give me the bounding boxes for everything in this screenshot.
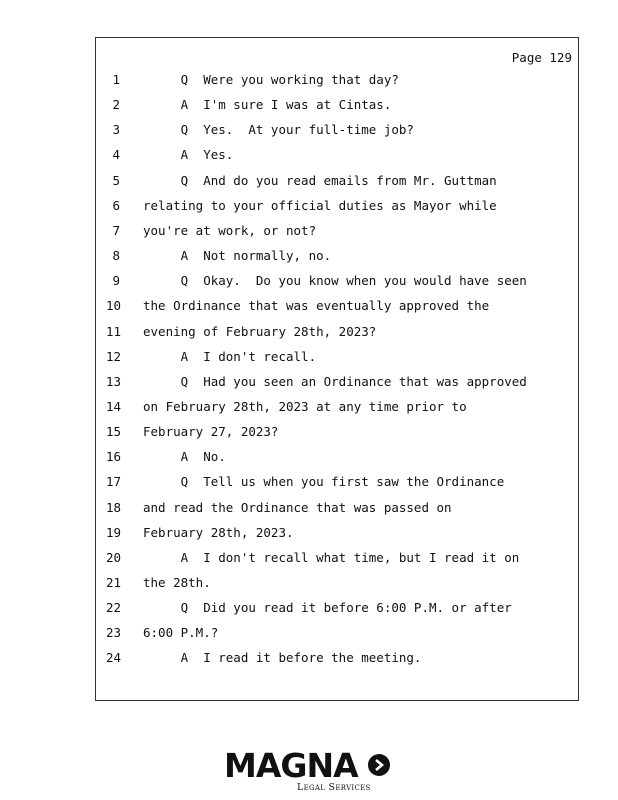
line-text: Q Yes. At your full-time job? bbox=[143, 122, 414, 138]
line-text: and read the Ordinance that was passed on bbox=[143, 499, 452, 515]
line-text: relating to your official duties as Mayor while bbox=[143, 197, 497, 213]
transcript-line bbox=[96, 424, 578, 444]
line-text: the 28th. bbox=[143, 575, 211, 590]
transcript-line bbox=[96, 600, 578, 620]
transcript-line bbox=[96, 575, 578, 595]
line-number: 9 bbox=[112, 273, 120, 289]
transcript-line bbox=[96, 72, 578, 92]
line-number: 15 bbox=[106, 424, 122, 440]
line-number: 22 bbox=[106, 600, 122, 616]
page-number: Page 129 bbox=[511, 50, 572, 65]
line-text: Q Were you working that day? bbox=[143, 72, 399, 87]
line-text: 6:00 P.M.? bbox=[143, 625, 219, 641]
line-text: February 27, 2023? bbox=[143, 424, 279, 440]
line-number: 2 bbox=[112, 97, 120, 113]
line-text: Q Had you seen an Ordinance that was approved bbox=[143, 373, 527, 389]
transcript-line bbox=[96, 198, 578, 218]
line-number: 21 bbox=[106, 575, 122, 590]
line-number: 4 bbox=[112, 147, 120, 163]
transcript-line bbox=[96, 474, 578, 494]
line-text: Q Did you read it before 6:00 P.M. or after bbox=[143, 600, 512, 616]
line-number: 17 bbox=[106, 474, 122, 490]
line-text: A No. bbox=[143, 449, 226, 465]
transcript-line bbox=[96, 122, 578, 142]
transcript-line bbox=[96, 298, 578, 318]
magna-logo bbox=[224, 748, 394, 794]
transcript-line bbox=[96, 500, 578, 520]
line-text: A I read it before the meeting. bbox=[143, 650, 422, 666]
line-text: you're at work, or not? bbox=[143, 222, 317, 238]
line-number: 7 bbox=[112, 222, 120, 238]
line-text: Q Okay. Do you know when you would have seen bbox=[143, 273, 527, 289]
transcript-line bbox=[96, 349, 578, 369]
transcript-page bbox=[95, 37, 579, 701]
line-number: 5 bbox=[112, 172, 120, 188]
line-text: Q And do you read emails from Mr. Guttman bbox=[143, 172, 497, 188]
line-text: February 28th, 2023. bbox=[143, 524, 294, 540]
line-text: A Not normally, no. bbox=[143, 248, 332, 264]
line-number: 19 bbox=[106, 524, 122, 540]
line-text: evening of February 28th, 2023? bbox=[143, 323, 377, 339]
line-text: A I don't recall. bbox=[143, 348, 317, 364]
transcript-line bbox=[96, 374, 578, 394]
line-number: 16 bbox=[106, 449, 122, 465]
logo-wordmark: MAGNA bbox=[224, 746, 358, 785]
transcript-line bbox=[96, 399, 578, 419]
line-number: 13 bbox=[106, 373, 122, 389]
logo-subtitle: Legal Services bbox=[297, 782, 371, 793]
line-number: 11 bbox=[106, 323, 122, 339]
line-number: 1 bbox=[112, 72, 120, 87]
line-text: A Yes. bbox=[143, 147, 234, 163]
line-number: 6 bbox=[112, 197, 120, 213]
line-text: Q Tell us when you first saw the Ordinance bbox=[143, 474, 505, 490]
line-number: 18 bbox=[106, 499, 122, 515]
line-number: 3 bbox=[112, 122, 120, 138]
line-number: 8 bbox=[112, 248, 120, 264]
transcript-line bbox=[96, 525, 578, 545]
line-number: 12 bbox=[106, 348, 122, 364]
line-number: 10 bbox=[106, 298, 122, 314]
line-text: the Ordinance that was eventually approved the bbox=[143, 298, 490, 314]
line-number: 14 bbox=[106, 398, 122, 414]
line-text: on February 28th, 2023 at any time prior to bbox=[143, 398, 467, 414]
transcript-line bbox=[96, 223, 578, 243]
transcript-line bbox=[96, 173, 578, 193]
transcript-line bbox=[96, 248, 578, 268]
transcript-line bbox=[96, 550, 578, 570]
transcript-line bbox=[96, 625, 578, 645]
transcript-line bbox=[96, 650, 578, 670]
line-text: A I don't recall what time, but I read it on bbox=[143, 549, 520, 565]
line-number: 20 bbox=[106, 549, 122, 565]
chevron-right-circle-icon bbox=[368, 754, 390, 776]
line-text: A I'm sure I was at Cintas. bbox=[143, 97, 392, 113]
line-number: 23 bbox=[106, 625, 122, 641]
transcript-line bbox=[96, 449, 578, 469]
transcript-line bbox=[96, 147, 578, 167]
line-number: 24 bbox=[106, 650, 122, 666]
transcript-line bbox=[96, 97, 578, 117]
transcript-line bbox=[96, 273, 578, 293]
transcript-line bbox=[96, 324, 578, 344]
